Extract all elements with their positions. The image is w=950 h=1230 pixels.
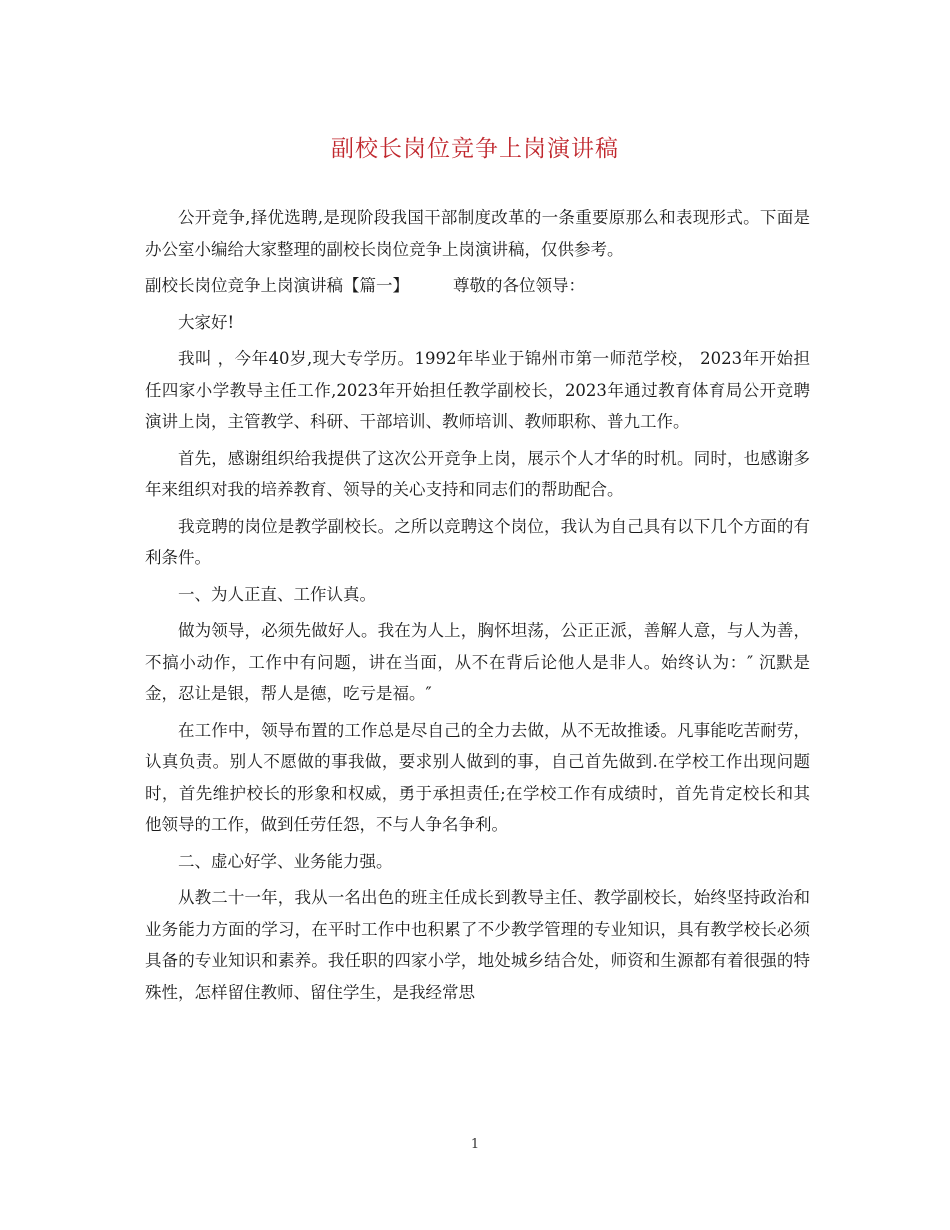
greeting: 大家好! <box>178 312 235 332</box>
subheading-two: 二、虚心好学、业务能力强。 <box>178 851 393 871</box>
document-title: 副校长岗位竞争上岗演讲稿 <box>331 136 619 162</box>
body-paragraph: 我叫 ，今年40岁,现大专学历。1992年毕业于锦州市第一师范学校， 2023年开始担任四家小学教导主任工作,2023年开始担任教学副校长，2023年通过教育体育局公开竞聘演讲上岗，主管教学、科研、干部培训、教师培训、教师职称、普九工作。 <box>145 349 810 431</box>
page-number: 1 <box>470 1137 480 1152</box>
salutation: 尊敬的各位领导： <box>453 276 585 295</box>
body-paragraph: 在工作中，领导布置的工作总是尽自己的全力去做，从不无故推诿。凡事能吃苦耐劳，认真负责。别人不愿做的事我做，要求别人做到的事，自己首先做到.在学校工作出现问题时，首先维护校长的形象和权威，勇于承担责任;在学校工作有成绩时，首先肯定校长和其他领导的工作，做到任劳任怨，不与人争名争利。 <box>145 720 810 834</box>
subheading-one: 一、为人正直、工作认真。 <box>178 584 376 604</box>
intro-paragraph: 公开竞争,择优选聘,是现阶段我国干部制度改革的一条重要原那么和表现形式。下面是办公室小编给大家整理的副校长岗位竞争上岗演讲稿，仅供参考。 <box>145 208 810 259</box>
body-paragraph: 做为领导，必须先做好人。我在为人上，胸怀坦荡，公正正派，善解人意，与人为善，不搞小动作，工作中有问题，讲在当面，从不在背后论他人是非人。始终认为：″ 沉默是金，忍让是银，帮人是德，吃亏是福。″ <box>145 621 810 703</box>
section-heading-line <box>145 270 810 302</box>
body-paragraph: 首先，感谢组织给我提供了这次公开竞争上岗，展示个人才华的时机。同时，也感谢多年来组织对我的培养教育、领导的关心支持和同志们的帮助配合。 <box>145 448 810 499</box>
body-paragraph: 我竞聘的岗位是教学副校长。之所以竞聘这个岗位，我认为自己具有以下几个方面的有利条件。 <box>145 516 810 567</box>
section-heading: 副校长岗位竞争上岗演讲稿【篇一】 <box>145 276 409 295</box>
document-body <box>145 202 810 1013</box>
body-paragraph: 从教二十一年，我从一名出色的班主任成长到教导主任、教学副校长，始终坚持政治和业务能力方面的学习，在平时工作中也积累了不少教学管理的专业知识，具有教学校长必须具备的专业知识和素养。我任职的四家小学，地处城乡结合处，师资和生源都有着很强的特殊性，怎样留住教师、留住学生，是我经常思 <box>145 888 810 1002</box>
